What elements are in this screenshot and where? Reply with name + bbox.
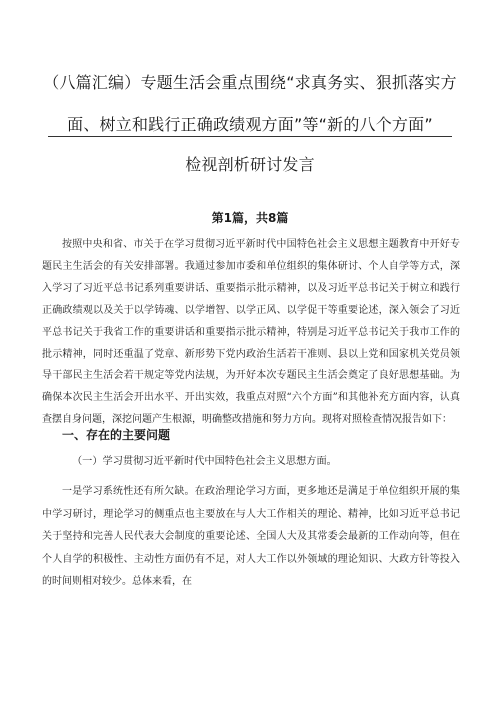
body-paragraph-2: 一是学习系统性还有所欠缺。在政治理论学习方面，更多地还是满足于单位组织开展的集中学习研讨，理论学习的侧重点也主要放在与人大工作相关的理论、精神，比如习近平总书记关于坚持和完善人民代表大会制度的重要论述、全国人大及其常委会最新的工作动向等，但在个人自学的积极性、主动性方面仍有不足，对人大工作以外领域的理论知识、大政方针等投入的时间则相对较少。总体来看，在 xyxy=(42,486,460,587)
document-title-line-3: 检视剖析研讨发言 xyxy=(185,155,315,174)
part-indicator: 第1篇，共8篇 xyxy=(211,211,289,225)
document-title-line-2: 面、树立和践行正确政绩观方面”等“新的八个方面” xyxy=(67,115,433,134)
subsection-heading: （一）学习贯彻习近平新时代中国特色社会主义思想方面。 xyxy=(72,456,337,467)
section-heading: 一、存在的主要问题 xyxy=(62,428,171,442)
body-paragraph-1: 按照中央和省、市关于在学习贯彻习近平新时代中国特色社会主义思想主题教育中开好专题民主生活会的有关安排部署。我通过参加市委和单位组织的集体研讨、个人自学等方式，深入学习了习近平总书记系列重要讲话、重要指示批示精神，以及习近平总书记关于树立和践行正确政绩观以及关于以学铸魂、以学增智、以学正风、以学促干等重要论述，深入领会了习近平总书记关于我省工作的重要讲话和重要指示批示精神，特别是习近平总书记关于我市工作的批示精神，同时还重温了党章、新形势下党内政治生活若干准则、县以上党和国家机关党员领导干部民主生活会若干规定等党内法规，为开好本次专题民主生活会奠定了良好思想基础。为确保本次民主生活会开出水平、开出实效，我重点对照“六个方面”和其他补充方面内容，认真查摆自身问题，深挖问题产生根源，明确整改措施和努力方向。现将对照检查情况报告如下： xyxy=(42,239,460,426)
title-divider xyxy=(48,136,452,137)
document-title-line-1: （八篇汇编）专题生活会重点围绕“求真务实、狠抓落实方 xyxy=(43,73,457,92)
